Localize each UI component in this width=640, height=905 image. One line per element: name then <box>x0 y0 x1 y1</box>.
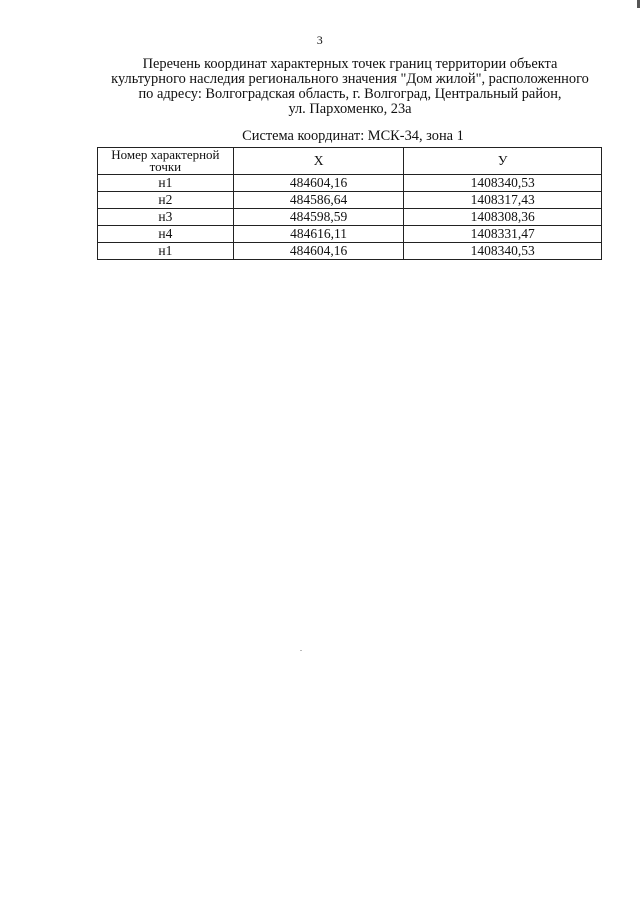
point-id: н2 <box>98 192 234 209</box>
y-value: 1408308,36 <box>404 209 602 226</box>
coordinate-system-caption: Система координат: МСК-34, зона 1 <box>242 128 464 144</box>
table-row <box>98 175 602 192</box>
y-value: 1408317,43 <box>404 192 602 209</box>
scan-speck <box>300 650 302 651</box>
heading-line-2: культурного наследия регионального значения "Дом жилой", расположенного <box>111 71 589 87</box>
document-heading <box>80 57 620 117</box>
table-row <box>98 192 602 209</box>
y-value: 1408340,53 <box>404 175 602 192</box>
y-value: 1408340,53 <box>404 243 602 260</box>
x-value: 484616,11 <box>233 226 404 243</box>
point-id: н1 <box>98 175 234 192</box>
table-row <box>98 209 602 226</box>
point-id: н3 <box>98 209 234 226</box>
table-row <box>98 243 602 260</box>
header-point-number: Номер характерной точки <box>98 148 234 175</box>
header-x: X <box>233 148 404 175</box>
x-value: 484598,59 <box>233 209 404 226</box>
heading-line-4: ул. Пархоменко, 23а <box>288 101 412 117</box>
x-value: 484604,16 <box>233 175 404 192</box>
point-id: н4 <box>98 226 234 243</box>
coordinates-table <box>97 147 602 260</box>
header-y: У <box>404 148 602 175</box>
heading-line-3: по адресу: Волгоградская область, г. Волгоград, Центральный район, <box>138 86 562 102</box>
table-row <box>98 226 602 243</box>
table-header-row <box>98 148 602 175</box>
heading-line-1: Перечень координат характерных точек границ территории объекта <box>142 56 558 72</box>
x-value: 484604,16 <box>233 243 404 260</box>
y-value: 1408331,47 <box>404 226 602 243</box>
page-number: 3 <box>316 33 324 47</box>
x-value: 484586,64 <box>233 192 404 209</box>
point-id: н1 <box>98 243 234 260</box>
